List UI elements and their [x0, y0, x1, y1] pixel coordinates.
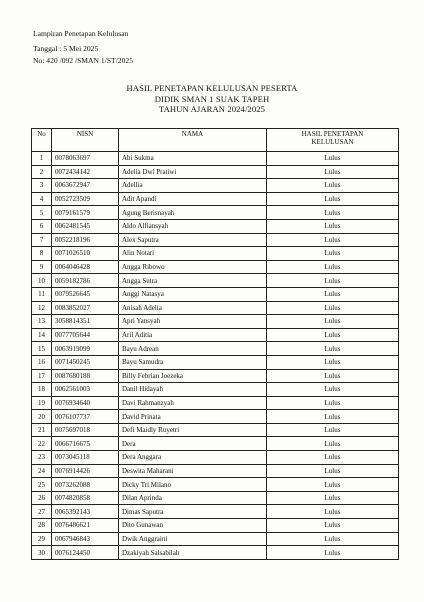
column-header-nisn: NISN: [52, 129, 119, 152]
table-row: [32, 519, 399, 533]
table-row: [32, 505, 399, 519]
nisn-cell: 0067946843: [52, 532, 119, 546]
table-row: [32, 396, 399, 410]
row-number: 20: [32, 410, 52, 424]
table-row: [32, 152, 399, 166]
row-number: 10: [32, 274, 52, 288]
name-cell: Adit Apandi: [119, 192, 267, 206]
row-number: 7: [32, 233, 52, 247]
table-row: [32, 247, 399, 261]
document-subtitle: DIDIK SMAN 1 SUAK TAPEH: [154, 94, 270, 104]
row-number: 17: [32, 369, 52, 383]
result-cell: Lulus: [267, 342, 399, 356]
column-header-hasil-text: HASIL PENETAPAN KELULUSAN: [301, 130, 364, 146]
table-row: [32, 342, 399, 356]
table-row: [32, 301, 399, 315]
nisn-cell: 0072434142: [52, 165, 119, 179]
name-cell: Bayu Adrean: [119, 342, 267, 356]
table-row: [32, 233, 399, 247]
result-cell: Lulus: [267, 192, 399, 206]
name-cell: Defi Maidly Ruyetri: [119, 423, 267, 437]
name-cell: Aril Aditia: [119, 328, 267, 342]
row-number: 8: [32, 247, 52, 261]
name-cell: Dito Gunawan: [119, 519, 267, 533]
table-row: [32, 260, 399, 274]
row-number: 29: [32, 532, 52, 546]
row-number: 14: [32, 328, 52, 342]
result-cell: Lulus: [267, 301, 399, 315]
document-title: HASIL PENETAPAN KELULUSAN PESERTA: [126, 83, 298, 93]
attachment-label: Lampiran Penetapan Kelulusan: [33, 29, 129, 38]
row-number: 26: [32, 491, 52, 505]
result-cell: Lulus: [267, 165, 399, 179]
name-cell: Dera: [119, 437, 267, 451]
table-row: [32, 464, 399, 478]
name-cell: Adellia: [119, 179, 267, 193]
row-number: 5: [32, 206, 52, 220]
nisn-cell: 0074820858: [52, 491, 119, 505]
date-line: Tanggal : 5 Mei 2025: [33, 44, 99, 53]
nisn-cell: 0071026510: [52, 247, 119, 261]
result-cell: Lulus: [267, 383, 399, 397]
table-row: [32, 219, 399, 233]
row-number: 21: [32, 423, 52, 437]
nisn-cell: 0073045118: [52, 451, 119, 465]
nisn-cell: 0079526645: [52, 287, 119, 301]
name-cell: Angga Sutra: [119, 274, 267, 288]
table-row: [32, 546, 399, 560]
table-row: [32, 355, 399, 369]
table-row: [32, 423, 399, 437]
nisn-cell: 0076914426: [52, 464, 119, 478]
nisn-cell: 0063919099: [52, 342, 119, 356]
nisn-cell: 0078063697: [52, 152, 119, 166]
table-row: [32, 274, 399, 288]
row-number: 12: [32, 301, 52, 315]
name-cell: Dwik Anggraini: [119, 532, 267, 546]
nisn-cell: 0052723509: [52, 192, 119, 206]
row-number: 23: [32, 451, 52, 465]
name-cell: Dera Anggara: [119, 451, 267, 465]
column-header-hasil: [267, 129, 399, 152]
result-cell: Lulus: [267, 410, 399, 424]
result-cell: Lulus: [267, 505, 399, 519]
table-row: [32, 369, 399, 383]
table-row: [32, 451, 399, 465]
name-cell: Davi Rahmanzyah: [119, 396, 267, 410]
nisn-cell: 0064046428: [52, 260, 119, 274]
table-row: [32, 328, 399, 342]
table-row: [32, 491, 399, 505]
name-cell: Deswita Maharani: [119, 464, 267, 478]
nisn-cell: 0087680188: [52, 369, 119, 383]
nisn-cell: 0073262088: [52, 478, 119, 492]
table-row: [32, 437, 399, 451]
nisn-cell: 0079161579: [52, 206, 119, 220]
name-cell: David Prinata: [119, 410, 267, 424]
table-row: [32, 206, 399, 220]
result-cell: Lulus: [267, 532, 399, 546]
name-cell: Danil Hidayah: [119, 383, 267, 397]
nisn-cell: 0076934640: [52, 396, 119, 410]
result-cell: Lulus: [267, 179, 399, 193]
result-cell: Lulus: [267, 546, 399, 560]
table-row: [32, 478, 399, 492]
result-cell: Lulus: [267, 206, 399, 220]
row-number: 25: [32, 478, 52, 492]
row-number: 3: [32, 179, 52, 193]
result-cell: Lulus: [267, 219, 399, 233]
name-cell: Dilan Aprinda: [119, 491, 267, 505]
name-cell: Anisah Adelia: [119, 301, 267, 315]
nisn-cell: 0071450245: [52, 355, 119, 369]
name-cell: Dimas Saputra: [119, 505, 267, 519]
nisn-cell: 0052218196: [52, 233, 119, 247]
nisn-cell: 0076486621: [52, 519, 119, 533]
row-number: 19: [32, 396, 52, 410]
table-header-row: [32, 129, 399, 152]
result-cell: Lulus: [267, 315, 399, 329]
row-number: 22: [32, 437, 52, 451]
row-number: 15: [32, 342, 52, 356]
row-number: 18: [32, 383, 52, 397]
row-number: 30: [32, 546, 52, 560]
result-cell: Lulus: [267, 519, 399, 533]
name-cell: Bayu Samudra: [119, 355, 267, 369]
result-cell: Lulus: [267, 328, 399, 342]
result-cell: Lulus: [267, 233, 399, 247]
column-header-no: No: [32, 129, 52, 152]
table-body: [32, 152, 399, 560]
nisn-cell: 0076107737: [52, 410, 119, 424]
result-cell: Lulus: [267, 464, 399, 478]
table-row: [32, 179, 399, 193]
result-cell: Lulus: [267, 437, 399, 451]
nisn-cell: 0059182786: [52, 274, 119, 288]
table-row: [32, 287, 399, 301]
result-cell: Lulus: [267, 152, 399, 166]
graduation-table: [31, 128, 399, 560]
nisn-cell: 0077705644: [52, 328, 119, 342]
name-cell: Dicky Tri Milano: [119, 478, 267, 492]
nisn-cell: 0075697018: [52, 423, 119, 437]
nisn-cell: 3058814351: [52, 315, 119, 329]
row-number: 28: [32, 519, 52, 533]
table-row: [32, 410, 399, 424]
row-number: 4: [32, 192, 52, 206]
result-cell: Lulus: [267, 423, 399, 437]
name-cell: Agung Berisnayah: [119, 206, 267, 220]
nisn-cell: 0062481545: [52, 219, 119, 233]
column-header-nama: NAMA: [119, 129, 267, 152]
name-cell: Dzakiyah Salsabilah: [119, 546, 267, 560]
result-cell: Lulus: [267, 396, 399, 410]
row-number: 2: [32, 165, 52, 179]
name-cell: Angga Ribowo: [119, 260, 267, 274]
nisn-cell: 0063672947: [52, 179, 119, 193]
row-number: 13: [32, 315, 52, 329]
result-cell: Lulus: [267, 260, 399, 274]
row-number: 11: [32, 287, 52, 301]
name-cell: Apri Yansyah: [119, 315, 267, 329]
table-row: [32, 532, 399, 546]
row-number: 24: [32, 464, 52, 478]
row-number: 9: [32, 260, 52, 274]
name-cell: Aldo Alfiansyah: [119, 219, 267, 233]
table-row: [32, 383, 399, 397]
nisn-cell: 0083852027: [52, 301, 119, 315]
row-number: 16: [32, 355, 52, 369]
name-cell: Alin Notari: [119, 247, 267, 261]
name-cell: Abi Sukma: [119, 152, 267, 166]
name-cell: Billy Febrian Joezeka: [119, 369, 267, 383]
result-cell: Lulus: [267, 491, 399, 505]
name-cell: Alex Saputra: [119, 233, 267, 247]
row-number: 6: [32, 219, 52, 233]
nisn-cell: 0076124450: [52, 546, 119, 560]
table-row: [32, 315, 399, 329]
result-cell: Lulus: [267, 274, 399, 288]
academic-year: TAHUN AJARAN 2024/2025: [158, 104, 266, 114]
table-row: [32, 165, 399, 179]
result-cell: Lulus: [267, 355, 399, 369]
result-cell: Lulus: [267, 451, 399, 465]
nisn-cell: 0062561003: [52, 383, 119, 397]
nisn-cell: 0065392143: [52, 505, 119, 519]
result-cell: Lulus: [267, 287, 399, 301]
name-cell: Anggi Natasya: [119, 287, 267, 301]
result-cell: Lulus: [267, 478, 399, 492]
result-cell: Lulus: [267, 247, 399, 261]
result-cell: Lulus: [267, 369, 399, 383]
row-number: 27: [32, 505, 52, 519]
nisn-cell: 0066716675: [52, 437, 119, 451]
row-number: 1: [32, 152, 52, 166]
reference-number: No: 420 /092 /SMAN 1/ST/2025: [33, 56, 133, 65]
table-row: [32, 192, 399, 206]
name-cell: Adelia Dwi Pratiwi: [119, 165, 267, 179]
